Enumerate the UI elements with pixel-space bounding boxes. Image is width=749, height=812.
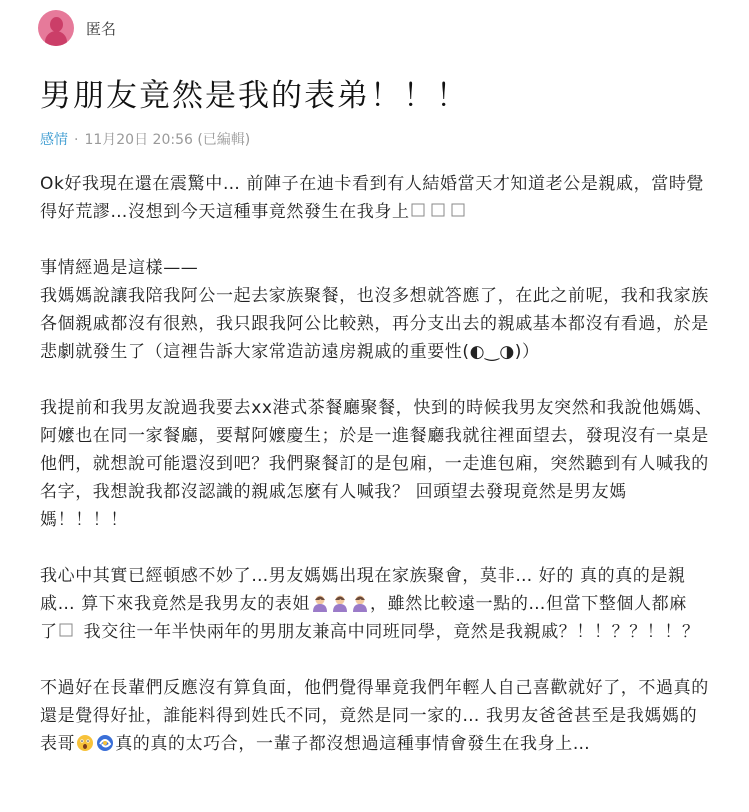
content-line: 我媽媽說讓我陪我阿公一起去家族聚餐，也沒多想就答應了，在此之前呢，我和我家族 — [40, 286, 709, 306]
missing-glyph-icon — [411, 202, 429, 220]
paragraph-gap — [40, 534, 720, 562]
paragraph-gap — [40, 646, 720, 674]
content-line: 各個親戚都沒有很熟，我只跟我阿公比較熟，再分支出去的親戚基本都沒有看過，於是 — [40, 314, 709, 334]
content-line: 不過好在長輩們反應沒有算負面，他們覺得畢竟我們年輕人自己喜歡就好了，不過真的 — [40, 678, 709, 698]
content-line: 表哥 真的真的太巧合，一輩子都沒想過這種事情會發生在我身上… — [40, 734, 591, 754]
content-line: 我提前和我男友說過我要去xx港式茶餐廳聚餐，快到的時候我男友突然和我說他媽媽、 — [40, 398, 713, 418]
missing-glyph-icon — [59, 622, 77, 640]
content-line: 他們，就想說可能還沒到吧？我們聚餐訂的是包廂，一走進包廂，突然聽到有人喊我的 — [40, 454, 709, 474]
paragraph-gap — [40, 366, 720, 394]
missing-glyph-icon — [431, 202, 449, 220]
content-line: 我心中其實已經頓感不妙了…男友媽媽出現在家族聚會，莫非… 好的 真的真的是親 — [40, 566, 686, 586]
swirl-emoji-icon — [96, 734, 114, 752]
face-palm-emoji-icon — [331, 594, 349, 612]
content-line: 媽！！！！ — [40, 510, 128, 530]
forum-link[interactable]: 感情 — [40, 132, 68, 148]
edited-label: (已編輯) — [197, 132, 251, 148]
post-datetime: 11月20日 20:56 — [84, 132, 193, 148]
astonished-face-emoji-icon — [76, 734, 94, 752]
post-meta — [40, 129, 250, 149]
content-line: 戚… 算下來我竟然是我男友的表姐 ，雖然比較遠一點的…但當下整個人都麻 — [40, 594, 687, 614]
meta-separator: · — [74, 132, 79, 148]
missing-glyph-icon — [451, 202, 469, 220]
post-content — [40, 170, 720, 758]
paragraph-gap — [40, 226, 720, 254]
content-line: 了 我交往一年半快兩年的男朋友兼高中同班同學，竟然是我親戚？！！？？！！？ — [40, 622, 700, 642]
face-palm-emoji-icon — [311, 594, 329, 612]
post-author[interactable] — [38, 10, 116, 46]
content-line: 阿嬤也在同一家餐廳，要幫阿嬤慶生；於是一進餐廳我就往裡面望去，發現沒有一桌是 — [40, 426, 709, 446]
post-title: 男朋友竟然是我的表弟！！！ — [40, 78, 469, 114]
content-line: 名字，我想說我都沒認識的親戚怎麼有人喊我？ 回頭望去發現竟然是男友媽 — [40, 482, 627, 502]
author-name[interactable]: 匿名 — [86, 19, 117, 38]
content-line: Ok好我現在還在震驚中… 前陣子在迪卡看到有人結婚當天才知道老公是親戚，當時覺 — [40, 174, 705, 194]
content-line: 事情經過是這樣—— — [40, 258, 199, 278]
face-palm-emoji-icon — [351, 594, 369, 612]
avatar[interactable] — [38, 10, 74, 46]
content-line: 還是覺得好扯，誰能料得到姓氏不同，竟然是同一家的… 我男友爸爸甚至是我媽媽的 — [40, 706, 698, 726]
content-line: 悲劇就發生了（這裡告訴大家常造訪遠房親戚的重要性(◐‿◑)） — [40, 342, 540, 362]
content-line: 得好荒謬…沒想到今天這種事竟然發生在我身上 — [40, 198, 720, 226]
